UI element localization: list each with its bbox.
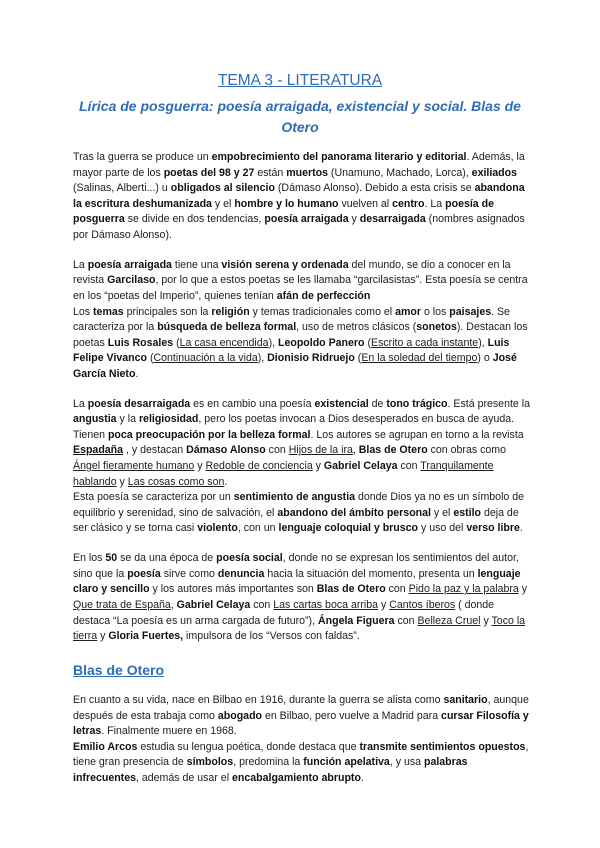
emphasis-text: poesía desarraigada xyxy=(87,397,191,410)
emphasis-text: José García Nieto xyxy=(73,352,517,380)
emphasis-text: cursar Filosofía y letras xyxy=(73,709,529,738)
emphasis-text: violento xyxy=(197,522,238,535)
emphasis-text: Emilio Arcos xyxy=(73,740,138,753)
emphasis-text: paisajes xyxy=(449,305,492,318)
emphasis-text: abandono del ámbito personal xyxy=(277,506,431,519)
emphasis-text: poesía xyxy=(127,567,161,580)
paragraph-spacer xyxy=(73,244,531,258)
emphasis-text: encabalgamiento abrupto xyxy=(232,771,361,784)
emphasis-text: existencial xyxy=(314,397,369,410)
emphasis-text: desarraigada xyxy=(359,213,426,226)
emphasis-text: poca preocupación por la belleza formal xyxy=(107,428,311,441)
page-title: TEMA 3 - LITERATURA xyxy=(217,72,383,89)
document-body xyxy=(73,150,531,787)
emphasis-text: Dámaso Alonso xyxy=(186,444,266,457)
work-title-text: Cantos íberos xyxy=(389,599,456,611)
emphasis-text: hombre y lo humano xyxy=(234,197,339,210)
section-heading-blas-de-otero: Blas de Otero xyxy=(73,661,165,678)
emphasis-text: exiliados xyxy=(471,166,518,179)
work-title-text: Pido la paz y la palabra xyxy=(408,583,519,596)
emphasis-text: Dionisio Ridruejo xyxy=(267,352,355,365)
work-title-text: Redoble de conciencia xyxy=(205,460,313,473)
emphasis-text: Gabriel Celaya xyxy=(323,460,398,473)
emphasis-text: angustia xyxy=(73,413,117,426)
emphasis-text: religiosidad xyxy=(138,413,199,426)
emphasis-text: Blas de Otero xyxy=(358,444,428,457)
emphasis-text: centro xyxy=(392,197,425,210)
work-title-text: Toco la tierra xyxy=(73,614,526,643)
work-title-text: Belleza Cruel xyxy=(417,614,481,627)
work-title-text: Las cosas como son xyxy=(127,475,225,488)
emphasis-text: empobrecimiento del panorama literario y editorial xyxy=(211,151,467,163)
paragraph-spacer xyxy=(73,383,531,397)
emphasis-text: Luis Felipe Vivanco xyxy=(73,336,510,365)
work-title-text: Ángel fieramente humano xyxy=(73,460,195,473)
work-title-text: Escrito a cada instante xyxy=(371,336,479,349)
emphasis-text: palabras infrecuentes xyxy=(73,756,468,784)
paragraph-poesia-social: En los 50 se da una época de poesía social, donde no se expresan los sentimientos del autor, sino que la poesía sirve como denuncia hacia la situación del momento, presenta un lenguaje claro y sencillo y los autores más importantes son Blas de Otero con Pido la paz y la palabra y Que trata de España, Gabriel Celaya con Las cartas boca arriba y Cantos íberos ( donde destaca “La poesía es un arma cargada de futuro”), Ángela Figuera con Belleza Cruel y Toco la tierra y Gloria Fuertes, impulsora de los “Versos con faldas”. xyxy=(73,552,528,643)
work-title-text: Hijos de la ira xyxy=(288,444,353,457)
work-title-text: Espadaña xyxy=(73,444,124,457)
paragraph-poesia-desarraigada: La poesía desarraigada es en cambio una poesía existencial de tono trágico. Está presente la angustia y la religiosidad, pero los poetas invocan a Dios desesperados en busca de ayuda. Tienen poca preocupación por la belleza formal. Los autores se agrupan en torno a la revista Espadaña , y destacan Dámaso Alonso con Hijos de la ira, Blas de Otero con obras como Ángel fieramente humano y Redoble de conciencia y Gabriel Celaya con Tranquilamente hablando y Las cosas como son. Esta poesía se caracteriza por un sentimiento de angustia donde Dios ya no es un símbolo de equilibrio y serenidad, sino de salvación, el abandono del ámbito personal y el estilo deja de ser clásico y se torna casi violento, con un lenguaje coloquial y brusco y uso del verso libre. xyxy=(73,397,530,535)
emphasis-text: abandona la escritura deshumanizada xyxy=(73,182,525,210)
paragraph-spacer xyxy=(73,679,531,693)
work-title-text: Las cartas boca arriba xyxy=(273,599,379,611)
page-subtitle: Lírica de posguerra: poesía arraigada, existencial y social. Blas de Otero xyxy=(79,98,521,135)
paragraph-poesia-arraigada: La poesía arraigada tiene una visión serena y ordenada del mundo, se dio a conocer en la revista Garcilaso, por lo que a estos poetas se les llamaba “garcilasistas”. Esta poesía se centra en los “poetas del Imperio”, quienes tenían afán de perfección Los temas principales son la religión y temas tradicionales como el amor o los paisajes. Se caracteriza por la búsqueda de belleza formal, uso de metros clásicos (sonetos). Destacan los poetas Luis Rosales (La casa encendida), Leopoldo Panero (Escrito a cada instante), Luis Felipe Vivanco (Continuación a la vida), Dionisio Ridruejo (En la soledad del tiempo) o José García Nieto. xyxy=(73,258,528,380)
emphasis-text: Gloria Fuertes, xyxy=(108,630,184,643)
emphasis-text: muertos xyxy=(286,166,328,179)
emphasis-text: afán de perfección xyxy=(276,289,371,302)
paragraph-spacer xyxy=(73,645,531,659)
emphasis-text: verso libre xyxy=(466,522,520,535)
emphasis-text: lenguaje claro y sencillo xyxy=(73,567,521,596)
paragraph-spacer xyxy=(73,537,531,551)
emphasis-text: 50 xyxy=(105,552,118,565)
emphasis-text: religión xyxy=(211,305,250,318)
emphasis-text: Blas de Otero xyxy=(316,583,386,596)
emphasis-text: función apelativa xyxy=(303,756,390,769)
emphasis-text: símbolos xyxy=(186,756,234,769)
emphasis-text: sonetos xyxy=(416,321,457,334)
emphasis-text: poetas del 98 y 27 xyxy=(163,166,255,179)
emphasis-text: Ángela Figuera xyxy=(317,614,395,627)
emphasis-text: temas xyxy=(93,305,124,318)
emphasis-text: poesía arraigada xyxy=(87,258,172,271)
work-title-text: La casa encendida xyxy=(179,336,269,349)
emphasis-text: Luis Rosales xyxy=(107,336,174,349)
emphasis-text: Leopoldo Panero xyxy=(277,336,365,349)
work-title-text: Que trata de España xyxy=(73,599,171,611)
emphasis-text: visión serena y ordenada xyxy=(221,258,349,271)
emphasis-text: tono trágico xyxy=(386,397,448,410)
emphasis-text: obligados al silencio xyxy=(170,182,275,195)
paragraph-blas-de-otero: En cuanto a su vida, nace en Bilbao en 1916, durante la guerra se alista como sanitario, aunque después de esta trabaja como abogado en Bilbao, pero vuelve a Madrid para cursar Filosofía y letras. Finalmente muere en 1968. Emilio Arcos estudia su lengua poética, donde destaca que transmite sentimientos opuestos, tiene gran presencia de símbolos, predomina la función apelativa, y usa palabras infrecuentes, además de usar el encabalgamiento abrupto. xyxy=(73,693,529,784)
emphasis-text: búsqueda de belleza formal xyxy=(157,321,297,334)
work-title-text: En la soledad del tiempo xyxy=(361,352,478,365)
emphasis-text: estilo xyxy=(453,506,482,519)
emphasis-text: amor xyxy=(395,305,422,318)
work-title-text: Tranquilamente hablando xyxy=(73,460,494,488)
emphasis-text: sanitario xyxy=(443,693,488,706)
paragraph-intro: Tras la guerra se produce un empobrecimiento del panorama literario y editorial. Además, la mayor parte de los poetas del 98 y 27 están muertos (Unamuno, Machado, Lorca), exiliados (Salinas, Alberti...) u obligados al silencio (Dámaso Alonso). Debido a esta crisis se abandona la escritura deshumanizada y el hombre y lo humano vuelven al centro. La poesía de posguerra se divide en dos tendencias, poesía arraigada y desarraigada (nombres asignados por Dámaso Alonso). xyxy=(73,151,525,241)
emphasis-text: abogado xyxy=(217,709,263,722)
emphasis-text: poesía de posguerra xyxy=(73,197,494,226)
emphasis-text: denuncia xyxy=(217,567,265,580)
emphasis-text: transmite sentimientos opuestos xyxy=(359,740,526,753)
emphasis-text: lenguaje coloquial y brusco xyxy=(278,522,419,535)
work-title-text: Continuación a la vida xyxy=(153,352,258,365)
emphasis-text: poesía social xyxy=(216,552,283,565)
emphasis-text: Garcilaso xyxy=(107,274,156,287)
emphasis-text: Gabriel Celaya xyxy=(176,599,251,611)
emphasis-text: sentimiento de angustia xyxy=(233,491,356,504)
emphasis-text: poesía arraigada xyxy=(264,213,349,226)
